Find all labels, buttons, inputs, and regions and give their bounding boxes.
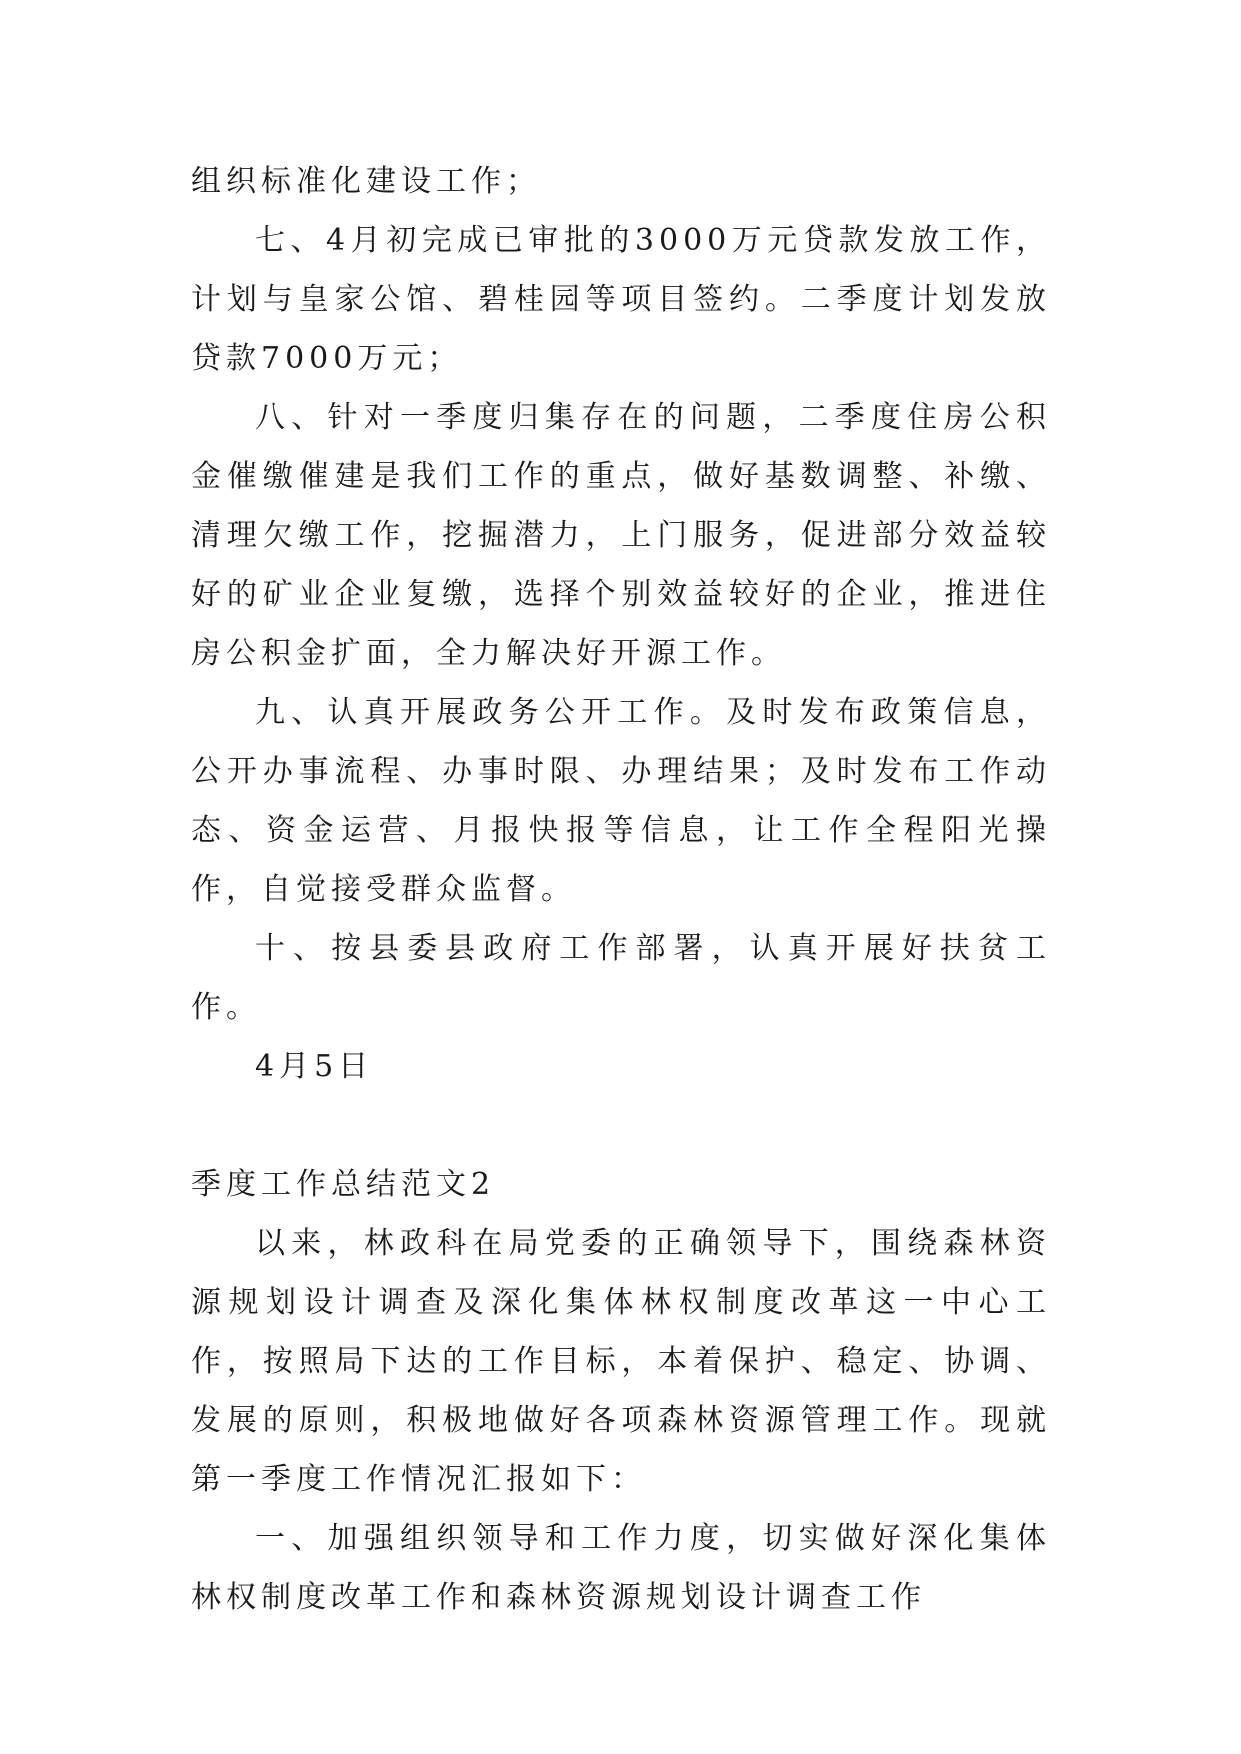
paragraph-item-1: 一、加强组织领导和工作力度，切实做好深化集体林权制度改革工作和森林资源规划设计调查工作: [191, 1521, 1051, 1615]
paragraph-item-9: 九、认真开展政务公开工作。及时发布政策信息，公开办事流程、办事时限、办理结果；及时发布工作动态、资金运营、月报快报等信息，让工作全程阳光操作，自觉接受群众监督。: [191, 695, 1051, 907]
paragraph-item-10: 十、按县委县政府工作部署，认真开展好扶贫工作。: [191, 931, 1051, 1025]
section-gap: [191, 1096, 1051, 1155]
document-body: [191, 152, 1051, 1627]
paragraph-intro: 以来，林政科在局党委的正确领导下，围绕森林资源规划设计调查及深化集体林权制度改革这一中心工作，按照局下达的工作目标，本着保护、稳定、协调、发展的原则，积极地做好各项森林资源管理工作。现就第一季度工作情况汇报如下：: [191, 1226, 1051, 1497]
paragraph-item-7: 七、4月初完成已审批的3000万元贷款发放工作，计划与皇家公馆、碧桂园等项目签约。二季度计划发放贷款7000万元；: [191, 223, 1051, 376]
section-title: 季度工作总结范文2: [191, 1167, 496, 1202]
paragraph-item-8: 八、针对一季度归集存在的问题，二季度住房公积金催缴催建是我们工作的重点，做好基数调整、补缴、清理欠缴工作，挖掘潜力，上门服务，促进部分效益较好的矿业企业复缴，选择个别效益较好的企业，推进住房公积金扩面，全力解决好开源工作。: [191, 400, 1051, 671]
document-date: 4月5日: [255, 1049, 374, 1084]
paragraph-continuation: 组织标准化建设工作；: [191, 164, 541, 199]
